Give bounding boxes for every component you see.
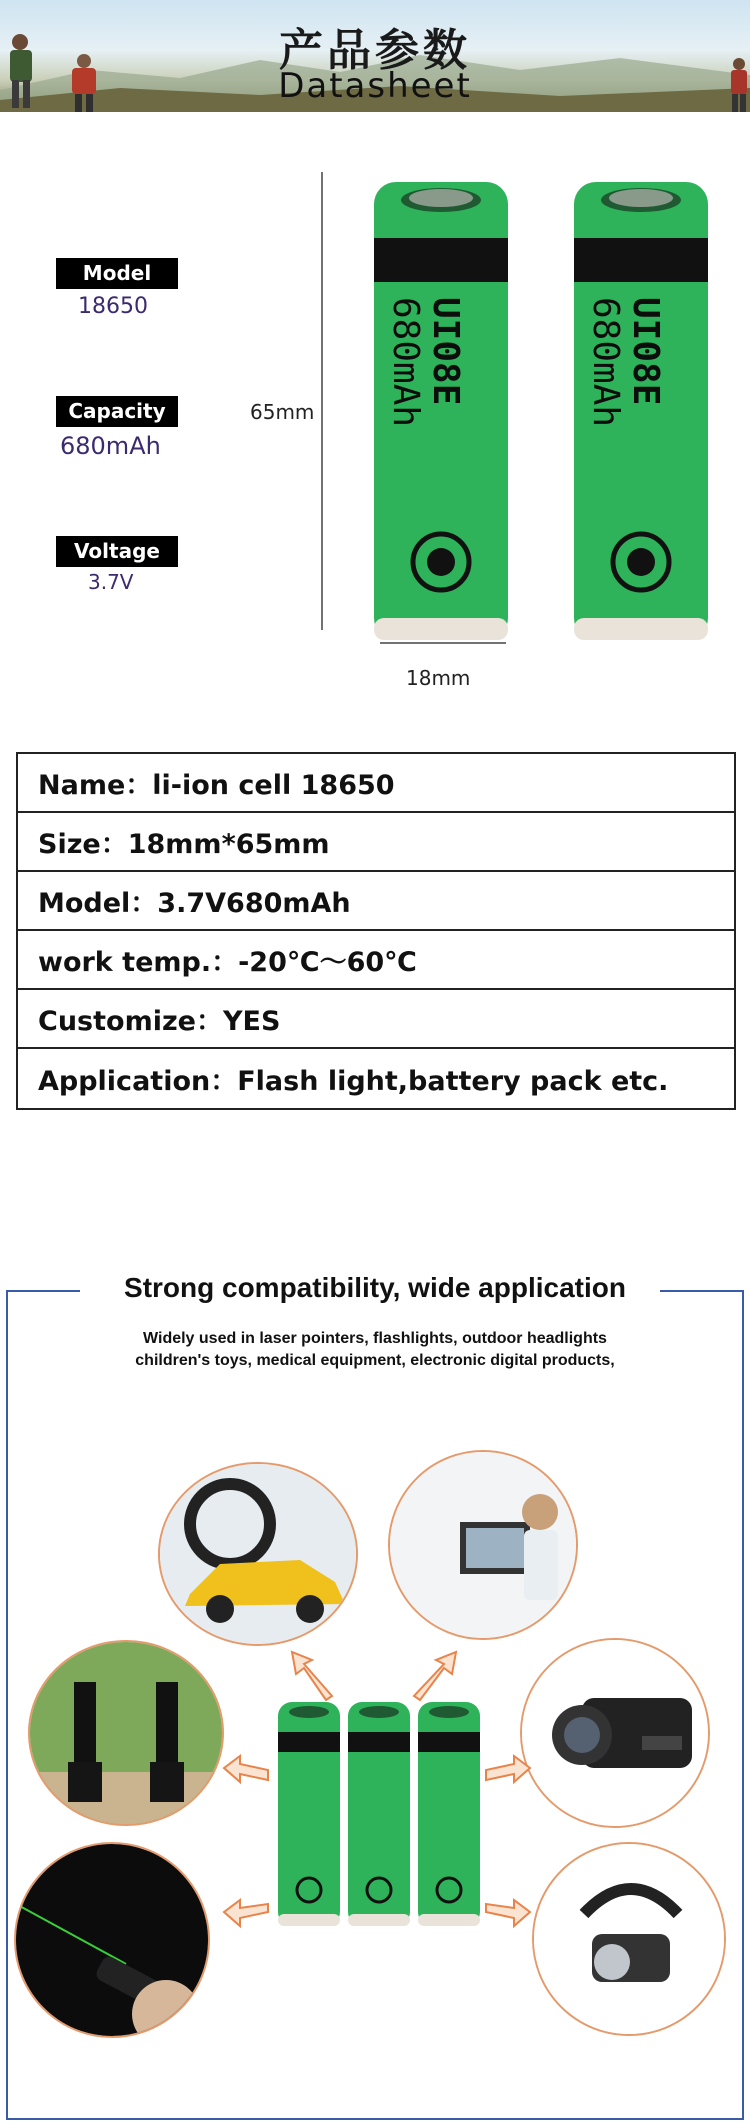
application-description-line-1: Widely used in laser pointers, flashlights, outdoor headlights [143,1330,607,1347]
capacity-value: 680mAh [60,432,161,460]
application-title: Strong compatibility, wide application [124,1272,626,1303]
banner-title-chinese: 产品参数 [279,25,471,76]
model-label: Model [56,258,178,289]
model-value: 18650 [78,294,148,319]
table-row-size: Size：18mm*65mm [18,813,734,872]
table-row-name: Name：li-ion cell 18650 [18,754,734,813]
battery-model-print: UI08E [425,297,466,406]
battery-capacity-print: 680mAh [585,297,626,428]
width-dimension-label: 18mm [406,666,471,690]
capacity-label: Capacity [56,396,178,427]
table-row-application: Application：Flash light,battery pack etc. [38,1066,669,1097]
battery-capacity-print: 680mAh [385,297,426,428]
height-dimension-label: 65mm [250,400,315,424]
table-row-model: Model：3.7V680mAh [18,872,734,931]
battery-model-print: UI08E [625,297,666,406]
table-row-work-temp: work temp.：-20℃～60℃ [18,931,734,990]
voltage-label: Voltage [56,536,178,567]
banner-title-english: Datasheet [278,66,472,106]
application-description-line-2: children's toys, medical equipment, electronic digital products, [135,1352,615,1369]
voltage-value: 3.7V [88,570,134,594]
table-row-customize: Customize：YES [18,990,734,1049]
